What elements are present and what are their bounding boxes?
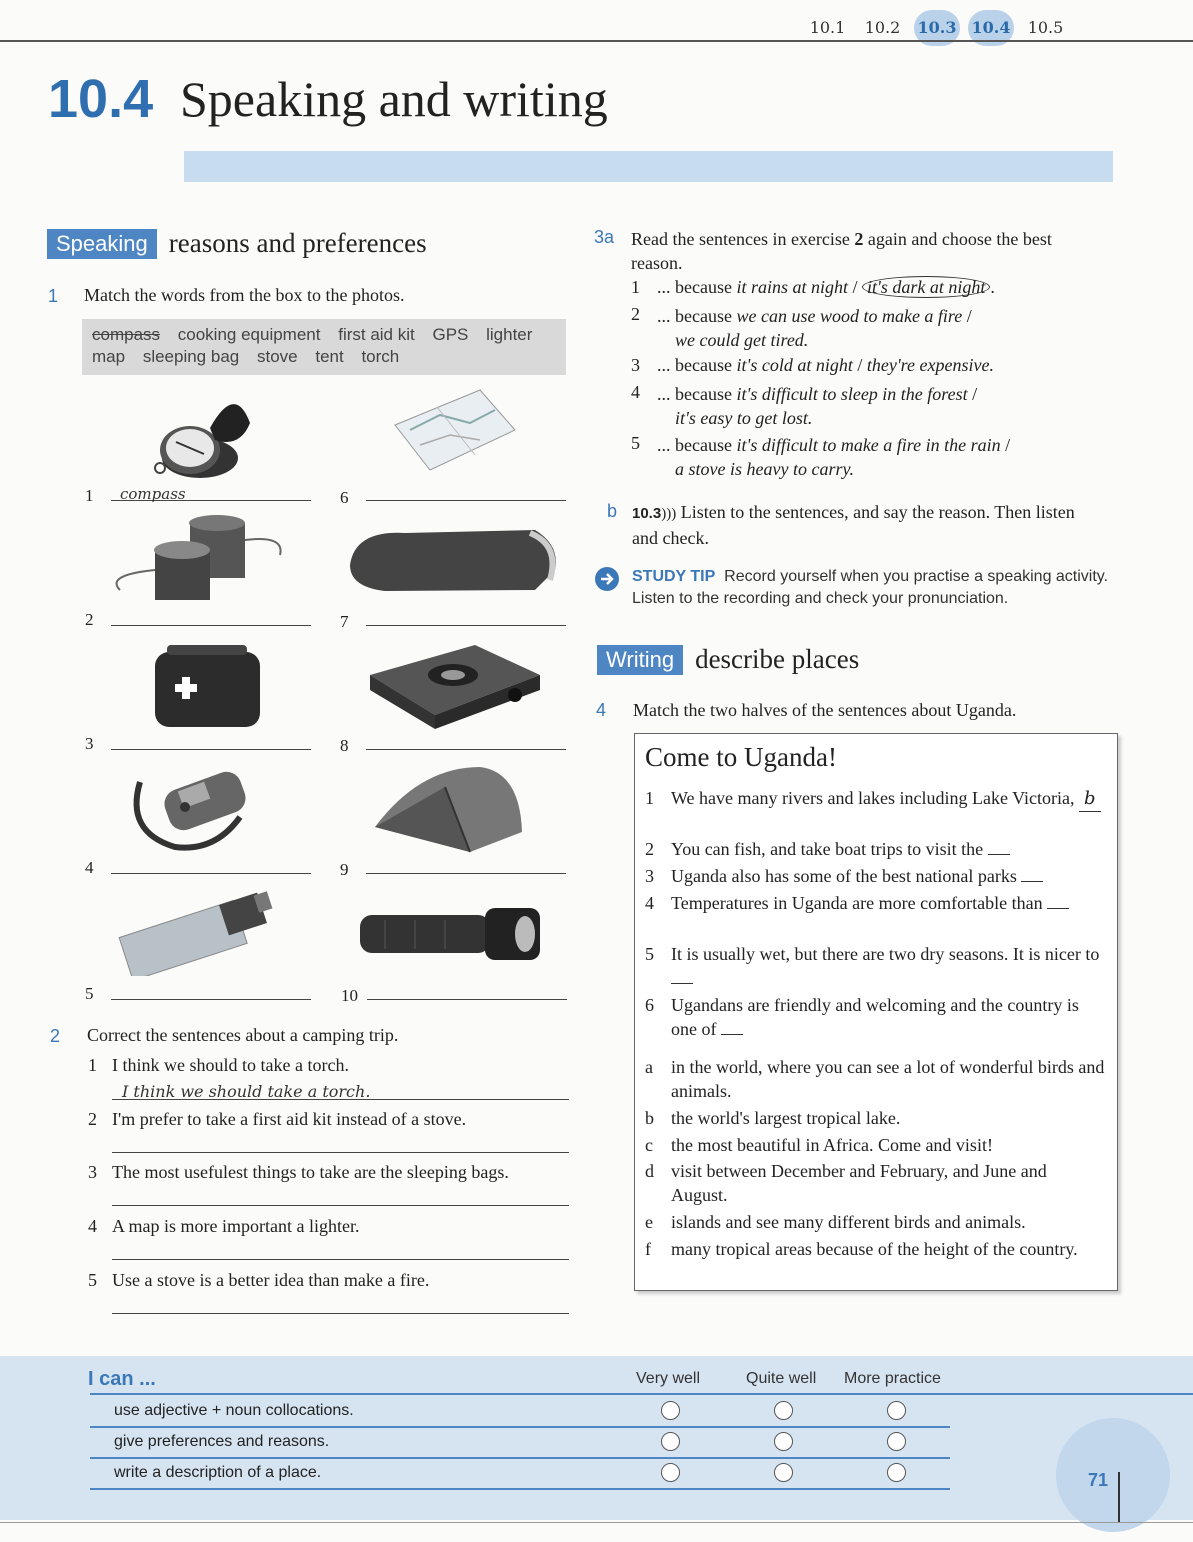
ex3a-item (657, 433, 1077, 481)
map-photo (390, 385, 520, 475)
word: sleeping bag (142, 347, 240, 366)
page-number-bubble (1056, 1418, 1170, 1532)
column-header-very-well: Very well (636, 1370, 701, 1387)
word: compass (92, 325, 161, 344)
item-text: It is usually wet, but there are two dry seasons. It is nicer to (671, 944, 1100, 964)
item-letter: f (645, 1239, 651, 1259)
speaking-label: Speaking (47, 229, 157, 259)
ex1-number: 1 (48, 286, 59, 306)
ex3a-item-number: 1 (631, 277, 640, 297)
answer-blank[interactable] (1047, 908, 1069, 909)
ex3a-item-number: 2 (631, 304, 640, 324)
tab-10-5[interactable]: 10.5 (1027, 18, 1064, 37)
option-1[interactable]: it rains at night (736, 277, 848, 297)
photo-number: 5 (85, 984, 94, 1003)
answer-blank[interactable] (671, 983, 693, 984)
rating-more-practice[interactable] (887, 1463, 906, 1482)
ex2-item-number: 1 (88, 1055, 97, 1075)
item-text: Temperatures in Uganda are more comfortable than (671, 893, 1043, 913)
handwritten-answer: compass (120, 485, 186, 503)
bottom-divider (0, 1522, 1193, 1523)
ex3a-number: 3a (594, 227, 615, 247)
page-edge-bar (1118, 1472, 1120, 1522)
column-header-more-practice: More practice (844, 1370, 941, 1387)
study-tip (594, 566, 1114, 610)
ex3a-item (657, 382, 1077, 430)
answer-blank[interactable] (721, 1034, 743, 1035)
column-header-quite-well: Quite well (746, 1370, 817, 1387)
second-half-item (645, 1055, 1105, 1103)
item-number: 3 (645, 866, 654, 886)
ican-row (90, 1396, 950, 1428)
ex2-item-number: 2 (88, 1109, 97, 1129)
answer-line[interactable] (111, 749, 311, 750)
first-half-item (645, 891, 1105, 915)
photo-number: 7 (340, 612, 349, 631)
study-tip-text: Record yourself when you practise a speaking activity. Listen to the recording and check your pronunciation. (632, 568, 1109, 607)
audio-track[interactable]: 10.3 (632, 505, 662, 522)
item-letter: d (645, 1161, 654, 1181)
item-text: We have many rivers and lakes including Lake Victoria, (671, 788, 1075, 808)
ex2-item-number: 4 (88, 1216, 97, 1236)
item-text: Uganda also has some of the best national parks (671, 866, 1017, 886)
photo-number: 1 (85, 486, 94, 505)
ex3a-instruction-pre: Read the sentences in exercise (631, 229, 855, 249)
ex2-item-text: Use a stove is a better idea than make a fire. (112, 1270, 430, 1290)
rating-more-practice[interactable] (887, 1401, 906, 1420)
second-half-item (645, 1159, 1105, 1207)
item-number: 2 (645, 839, 654, 859)
second-half-item (645, 1210, 1105, 1234)
header-divider (0, 40, 1193, 42)
rating-quite-well[interactable] (774, 1463, 793, 1482)
photo-number: 4 (85, 858, 94, 877)
item-text: islands and see many different birds and animals. (671, 1212, 1026, 1232)
first-half-item (645, 837, 1105, 861)
word: tent (315, 347, 344, 366)
ex2-item-text: I think we should to take a torch. (112, 1055, 349, 1075)
word: first aid kit (338, 325, 415, 344)
answer-line[interactable] (112, 1099, 569, 1100)
ican-row (90, 1458, 950, 1490)
option-1[interactable]: it's difficult to make a fire in the rain (736, 435, 1001, 455)
ex3a-item-number: 4 (631, 382, 640, 402)
option-1[interactable]: it's cold at night (736, 355, 853, 375)
study-tip-label: STUDY TIP (632, 568, 716, 585)
item-text: the world's largest tropical lake. (671, 1108, 901, 1128)
ex3a-instruction-post: again and choose the best reason. (631, 229, 1052, 273)
item-letter: b (645, 1108, 654, 1128)
item-letter: c (645, 1135, 653, 1155)
item-text: Ugandans are friendly and welcoming and the country is one of (671, 995, 1079, 1039)
ican-row-label: write a description of a place. (114, 1464, 322, 1481)
speaking-section-heading (47, 228, 427, 259)
word-box (82, 319, 566, 375)
option-1[interactable]: it's difficult to sleep in the forest (736, 384, 968, 404)
page-title: Speaking and writing (180, 71, 608, 127)
ex2-item-text: The most usefulest things to take are the sleeping bags. (112, 1162, 509, 1182)
rating-very-well[interactable] (661, 1432, 680, 1451)
compass-photo (140, 388, 260, 483)
cooking-pots-photo (105, 515, 290, 610)
ex4-instruction: Match the two halves of the sentences about Uganda. (633, 700, 1017, 720)
item-text: the most beautiful in Africa. Come and visit! (671, 1135, 993, 1155)
option-2[interactable]: we could get tired. (675, 330, 809, 350)
first-half-item (645, 993, 1105, 1041)
ex2-item-text: I'm prefer to take a first aid kit instead of a stove. (112, 1109, 467, 1129)
ex2-number: 2 (50, 1026, 61, 1046)
option-2[interactable]: they're expensive. (866, 355, 994, 375)
item-letter: e (645, 1212, 653, 1232)
photo-number: 9 (340, 860, 349, 879)
ex3a-instruction-bold: 2 (854, 229, 864, 249)
ican-row-label: give preferences and reasons. (114, 1433, 330, 1450)
sep: / (962, 306, 972, 326)
item-text: many tropical areas because of the height of the country. (671, 1239, 1078, 1259)
ex4-number: 4 (596, 700, 607, 720)
sep: / (852, 355, 867, 375)
lead: ... because (657, 277, 737, 297)
rating-very-well[interactable] (661, 1463, 680, 1482)
rating-quite-well[interactable] (774, 1432, 793, 1451)
handwritten-answer: I think we should take a torch. (122, 1082, 371, 1101)
lead: ... because (657, 384, 737, 404)
photo-number: 2 (85, 610, 94, 629)
ex3b-text: Listen to the sentences, and say the reason. Then listen and check. (632, 502, 1075, 548)
word: GPS (432, 325, 469, 344)
answer-line[interactable] (366, 749, 566, 750)
answer-line[interactable] (111, 873, 311, 874)
item-text: You can fish, and take boat trips to visit the (671, 839, 984, 859)
arrow-circle-icon (594, 566, 620, 592)
writing-label: Writing (597, 645, 683, 675)
ex3a-item (657, 355, 994, 376)
rating-very-well[interactable] (661, 1401, 680, 1420)
uganda-box-title: Come to Uganda! (645, 742, 837, 772)
sep: / (1000, 435, 1011, 455)
audio-icon: ))) (661, 506, 677, 522)
photo-number: 8 (340, 736, 349, 755)
photo-number: 10 (341, 986, 358, 1005)
rating-quite-well[interactable] (774, 1401, 793, 1420)
word: lighter (486, 325, 533, 344)
ex2-item-number: 5 (88, 1270, 97, 1290)
ex3a-item-number: 5 (631, 433, 640, 453)
answer-line[interactable] (112, 1313, 569, 1314)
ex3b-number: b (607, 501, 618, 521)
answer-line[interactable] (112, 1259, 569, 1260)
first-half-item (645, 864, 1105, 888)
answer-blank[interactable]: b (1079, 787, 1101, 812)
item-number: 1 (645, 788, 654, 808)
answer-blank[interactable] (1021, 881, 1043, 882)
second-half-item (645, 1133, 1105, 1157)
stove-photo (365, 635, 545, 730)
option-2[interactable]: a stove is heavy to carry. (675, 459, 854, 479)
ex3a-instruction (631, 227, 1091, 275)
option-1[interactable]: we can use wood to make a fire (736, 306, 963, 326)
lead: ... because (657, 435, 737, 455)
answer-line[interactable] (111, 625, 311, 626)
word: cooking equipment (177, 325, 321, 344)
answer-line[interactable] (366, 873, 566, 874)
first-half-item (645, 786, 1105, 812)
end: . (990, 277, 995, 297)
ex3b-instruction (632, 500, 1102, 550)
answer-line[interactable] (366, 625, 566, 626)
item-letter: a (645, 1057, 653, 1077)
ex2-instruction: Correct the sentences about a camping trip. (87, 1025, 399, 1045)
tab-10-2[interactable]: 10.2 (864, 18, 901, 37)
second-half-item (645, 1237, 1105, 1261)
word: stove (256, 347, 298, 366)
first-aid-kit-photo (145, 640, 265, 730)
answer-line[interactable] (366, 500, 566, 501)
tent-photo (370, 762, 525, 857)
title-band (184, 151, 1113, 182)
item-text: visit between December and February, and June and August. (671, 1161, 1047, 1205)
lead: ... because (657, 306, 737, 326)
ex1-instruction: Match the words from the box to the photos. (84, 285, 405, 305)
ican-title: I can ... (88, 1368, 156, 1390)
ican-row-label: use adjective + noun collocations. (114, 1402, 354, 1419)
second-half-item (645, 1106, 1105, 1130)
ican-divider (90, 1393, 1193, 1395)
photo-number: 6 (340, 488, 349, 507)
answer-line[interactable] (112, 1152, 569, 1153)
tab-10-1[interactable]: 10.1 (809, 18, 846, 37)
ex3a-item (657, 277, 995, 298)
writing-heading: describe places (695, 644, 860, 674)
photo-number: 3 (85, 734, 94, 753)
unit-number: 10.4 (48, 69, 154, 129)
answer-line[interactable] (367, 999, 567, 1000)
item-number: 5 (645, 944, 654, 964)
sep: / (847, 277, 862, 297)
sep: / (967, 384, 978, 404)
gps-photo (125, 762, 265, 857)
answer-blank[interactable] (988, 854, 1010, 855)
lighter-photo (118, 888, 283, 976)
tab-10-3[interactable]: 10.3 (914, 10, 960, 46)
answer-line[interactable] (111, 999, 311, 1000)
item-number: 6 (645, 995, 654, 1015)
word: torch (361, 347, 400, 366)
ican-row (90, 1427, 950, 1459)
answer-line[interactable] (112, 1205, 569, 1206)
speaking-heading: reasons and preferences (168, 228, 427, 258)
option-2[interactable]: it's easy to get lost. (675, 408, 813, 428)
page-number: 71 (1088, 1470, 1109, 1490)
sleeping-bag-photo (345, 525, 565, 595)
ex3a-item-number: 3 (631, 355, 640, 375)
rating-more-practice[interactable] (887, 1432, 906, 1451)
first-half-item (645, 942, 1105, 990)
ex2-item-text: A map is more important a lighter. (112, 1216, 360, 1236)
writing-section-heading (597, 644, 859, 675)
option-2-circled[interactable]: it's dark at night (862, 276, 990, 298)
uganda-text-box (634, 733, 1118, 1291)
lead: ... because (657, 355, 737, 375)
word: map (92, 347, 126, 366)
ex2-item-number: 3 (88, 1162, 97, 1182)
torch-photo (355, 905, 550, 965)
ex3a-item (657, 304, 1077, 352)
tab-10-4[interactable]: 10.4 (968, 10, 1014, 46)
item-number: 4 (645, 893, 654, 913)
item-text: in the world, where you can see a lot of wonderful birds and animals. (671, 1057, 1105, 1101)
